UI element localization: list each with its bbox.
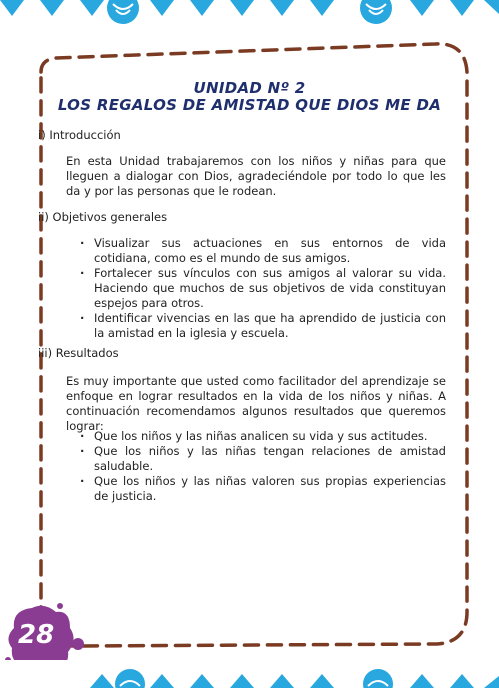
results-heading: iii) Resultados (38, 346, 119, 360)
objectives-list (80, 236, 446, 341)
list-item: · Fortalecer sus vínculos con sus amigos al valorar su vida. Haciendo que muchos de sus objetivos de vida constituyan espejos para otros. (80, 266, 446, 311)
top-decorative-band (0, 0, 499, 28)
results-paragraph: Es muy importante que usted como facilitador del aprendizaje se enfoque en lograr resultados en la vida de los niños y niñas. A continuación recomendamos algunos resultados que queremos lograr: (66, 374, 446, 433)
intro-paragraph: En esta Unidad trabajaremos con los niños y niñas para que lleguen a dialogar con Dios, agradeciéndole por todo lo que les da y por las personas que le rodean. (66, 154, 446, 198)
list-item: · Visualizar sus actuaciones en sus entornos de vida cotidiana, como es el mundo de sus amigos. (80, 236, 446, 266)
unit-title: LOS REGALOS DE AMISTAD QUE DIOS ME DA (57, 96, 442, 114)
intro-heading: i) Introducción (38, 128, 121, 142)
list-item: · Identificar vivencias en las que ha aprendido de justicia con la amistad en la iglesia y escuela. (80, 311, 446, 341)
objectives-heading: ii) Objetivos generales (38, 210, 168, 224)
page-number: 28 (18, 620, 55, 650)
list-item: · Que los niños y las niñas tengan relaciones de amistad saludable. (80, 444, 446, 474)
bottom-decorative-band (0, 660, 499, 688)
results-list (80, 429, 446, 504)
list-item: · Que los niños y las niñas analicen su vida y sus actitudes. (80, 429, 446, 444)
list-item: · Que los niños y las niñas valoren sus propias experiencias de justicia. (80, 474, 446, 504)
unit-number: UNIDAD Nº 2 (193, 79, 306, 97)
